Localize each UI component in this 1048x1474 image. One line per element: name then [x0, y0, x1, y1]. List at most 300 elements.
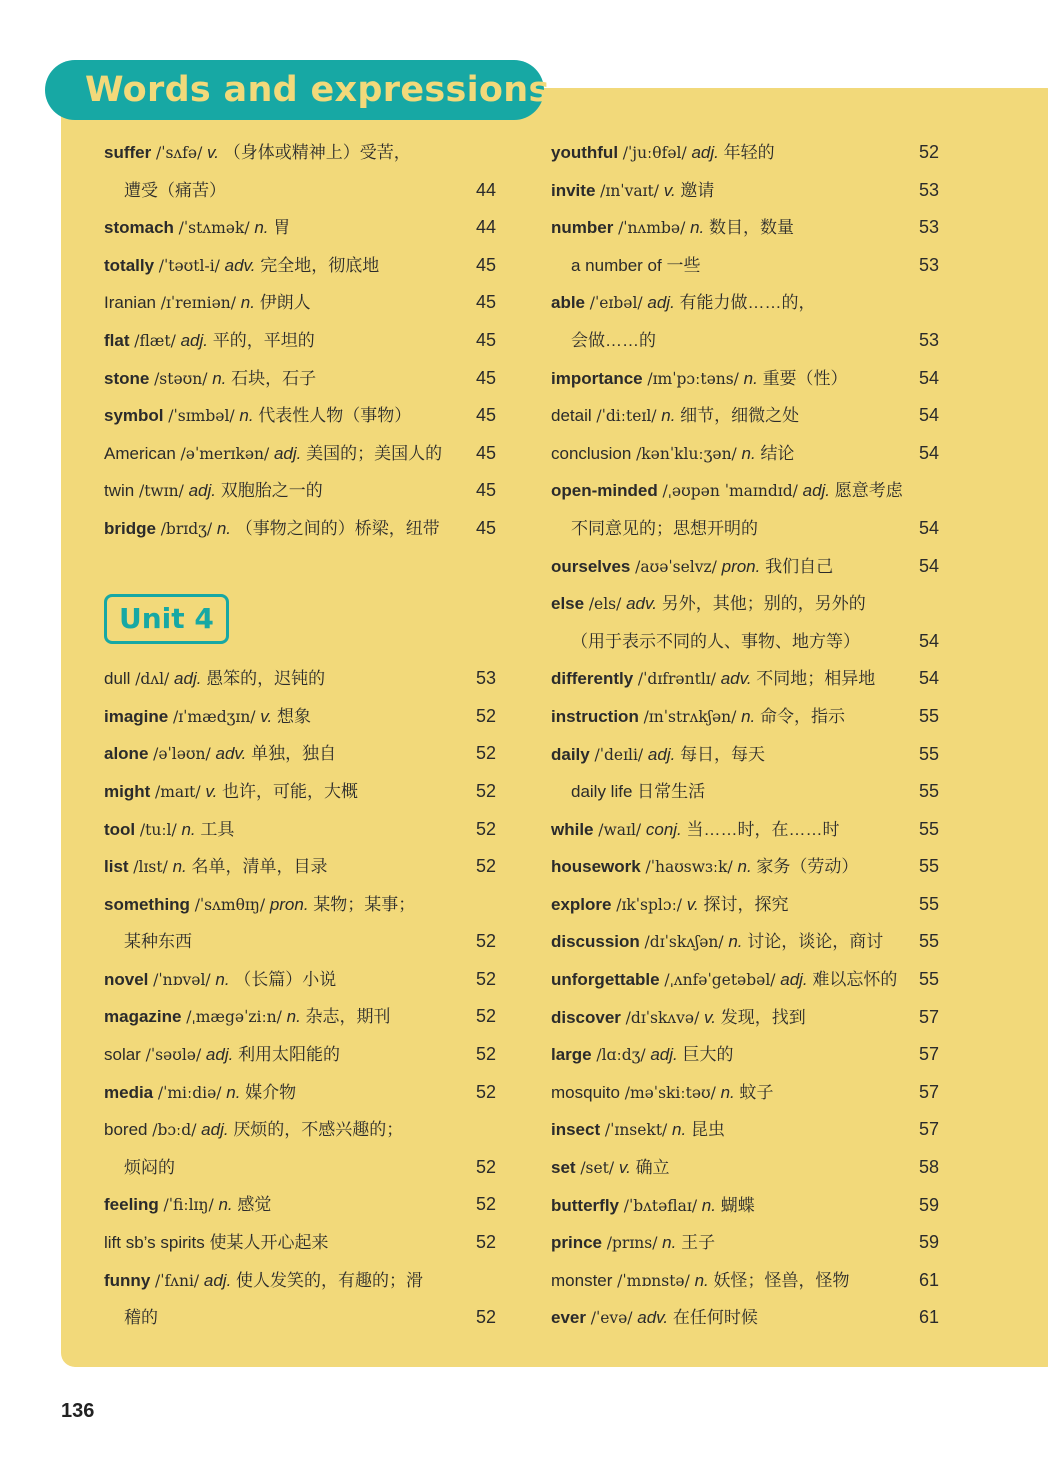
- vocab-word: detail: [551, 406, 592, 426]
- vocab-meaning: 发现，找到: [720, 1007, 806, 1027]
- vocab-part-of-speech: adj.: [174, 669, 202, 689]
- vocab-page-number: 57: [918, 1081, 939, 1102]
- vocab-word: importance: [551, 368, 643, 388]
- vocab-page-number: 55: [918, 818, 939, 839]
- vocab-word: totally: [104, 255, 155, 275]
- vocab-page-number: 52: [475, 1044, 496, 1065]
- vocab-word: able: [551, 293, 586, 313]
- vocab-pronunciation: /ˌəʊpən ˈmaɪndɪd/: [662, 482, 798, 501]
- vocab-page-number: 57: [918, 1006, 939, 1027]
- vocab-entry: [551, 660, 939, 698]
- vocab-page-number: 52: [918, 142, 939, 162]
- vocab-part-of-speech: n.: [215, 969, 230, 989]
- vocab-part-of-speech: v.: [260, 706, 273, 726]
- vocab-entry: [551, 1224, 939, 1262]
- vocab-part-of-speech: n.: [672, 1120, 687, 1140]
- vocab-page-number: 61: [918, 1307, 939, 1328]
- vocab-meaning: 结论: [760, 443, 795, 463]
- vocab-part-of-speech: n.: [212, 368, 227, 388]
- vocab-meaning: 在任何时候: [672, 1308, 758, 1328]
- vocab-meaning: 使某人开心起来: [209, 1233, 329, 1253]
- vocab-entry: [551, 736, 939, 774]
- vocab-part-of-speech: n.: [741, 706, 756, 726]
- vocab-pronunciation: /aʊəˈselvz/: [635, 557, 717, 576]
- vocab-word: bridge: [104, 518, 156, 538]
- vocab-part-of-speech: adj.: [188, 481, 217, 501]
- vocab-pronunciation: /ˈnɒvəl/: [153, 970, 211, 989]
- vocab-pronunciation: /əˈmerɪkən/: [180, 444, 270, 463]
- vocab-entry: [551, 284, 939, 322]
- vocab-meaning: 想象: [276, 706, 311, 726]
- vocab-meaning: 蚊子: [739, 1082, 774, 1102]
- vocab-meaning: 家务（劳动）: [756, 857, 859, 877]
- vocab-pronunciation: /ˈdeɪli/: [594, 745, 644, 764]
- vocab-part-of-speech: adv.: [224, 255, 256, 275]
- vocab-pronunciation: /ˈtəʊtl-i/: [158, 256, 220, 275]
- vocab-pronunciation: /ɪˈreɪniən/: [160, 294, 237, 313]
- word-list-after-unit: [104, 660, 496, 1337]
- vocab-meaning: 讨论，谈论，商讨: [747, 932, 884, 952]
- vocab-word: alone: [104, 744, 149, 764]
- vocab-pronunciation: /twɪn/: [138, 482, 184, 501]
- vocab-word: discover: [551, 1007, 621, 1027]
- vocab-page-number: 45: [475, 442, 496, 463]
- vocab-word: stomach: [104, 218, 174, 238]
- vocab-word: differently: [551, 669, 634, 689]
- vocab-word: magazine: [104, 1007, 182, 1027]
- vocab-page-number: 52: [475, 780, 496, 801]
- vocab-part-of-speech: n.: [226, 1082, 241, 1102]
- vocab-meaning: 另外，其他；别的，另外的: [661, 594, 866, 614]
- vocab-pronunciation: /ˈnʌmbə/: [618, 219, 686, 238]
- vocab-pronunciation: /əˈləʊn/: [153, 745, 211, 764]
- vocab-part-of-speech: adv.: [720, 669, 752, 689]
- vocab-meaning: 一些: [666, 255, 701, 275]
- vocab-part-of-speech: v.: [686, 894, 699, 914]
- vocab-meaning: 昆虫: [690, 1120, 725, 1140]
- vocab-entry: [551, 886, 939, 924]
- vocab-page-number: 52: [475, 705, 496, 726]
- vocab-part-of-speech: n.: [694, 1270, 709, 1290]
- vocab-pronunciation: /tuːl/: [139, 820, 177, 839]
- vocab-meaning: 会做……的: [571, 330, 656, 350]
- unit-heading-row: [104, 585, 496, 660]
- vocab-entry: [104, 472, 496, 510]
- spacer: [104, 548, 496, 586]
- vocab-meaning: 利用太阳能的: [238, 1045, 341, 1065]
- vocab-pronunciation: /ˈbʌtəflaɪ/: [623, 1196, 698, 1215]
- vocab-entry: [551, 773, 939, 811]
- vocab-word: large: [551, 1045, 592, 1065]
- vocab-part-of-speech: n.: [254, 218, 269, 238]
- vocab-pronunciation: /flæt/: [134, 331, 176, 350]
- vocab-meaning: 我们自己: [765, 556, 834, 576]
- vocab-meaning: 某物；某事；: [313, 894, 416, 914]
- vocab-pronunciation: /ˈhaʊswɜːk/: [645, 858, 733, 877]
- vocab-meaning: 美国的；美国人的: [306, 443, 443, 463]
- vocab-meaning: 当……时，在……时: [686, 819, 840, 839]
- vocab-entry: [551, 322, 939, 360]
- vocab-entry: [104, 1224, 496, 1262]
- vocab-pronunciation: /set/: [580, 1159, 615, 1178]
- vocab-word: while: [551, 819, 594, 839]
- vocab-part-of-speech: adj.: [273, 443, 302, 463]
- vocab-word: a number of: [571, 255, 662, 275]
- vocab-pronunciation: /ˈevə/: [590, 1309, 633, 1328]
- vocab-meaning: 巨大的: [682, 1045, 734, 1065]
- vocab-page-number: 45: [475, 292, 496, 313]
- vocab-word: youthful: [551, 143, 619, 162]
- vocab-word: monster: [551, 1270, 613, 1290]
- vocab-word: twin: [104, 481, 135, 501]
- vocab-word: lift sb’s spirits: [104, 1233, 205, 1253]
- vocab-part-of-speech: n.: [181, 819, 196, 839]
- vocab-entry: [104, 660, 496, 698]
- vocab-part-of-speech: n.: [690, 218, 705, 238]
- vocab-page-number: 55: [918, 743, 939, 764]
- vocab-entry: [551, 623, 939, 661]
- vocab-page-number: 54: [918, 630, 939, 651]
- vocab-meaning: 烦闷的: [124, 1157, 175, 1177]
- vocab-entry: [104, 773, 496, 811]
- vocab-part-of-speech: n.: [218, 1195, 233, 1215]
- vocab-word: Iranian: [104, 293, 156, 313]
- vocab-entry: [104, 397, 496, 435]
- vocab-word: open-minded: [551, 481, 658, 501]
- vocab-page-number: 55: [918, 856, 939, 877]
- vocab-page-number: 45: [475, 480, 496, 501]
- vocab-meaning: 完全地，彻底地: [260, 255, 380, 275]
- vocab-pronunciation: /dɪˈskʌvə/: [625, 1008, 700, 1027]
- vocab-pronunciation: /ˈjuːθfəl/: [622, 144, 687, 162]
- vocab-pronunciation: /ˈeɪbəl/: [589, 294, 643, 313]
- vocab-entry: [551, 1111, 939, 1149]
- vocab-pronunciation: /maɪt/: [155, 782, 201, 801]
- vocab-part-of-speech: n.: [741, 443, 756, 463]
- vocab-entry: [551, 435, 939, 473]
- vocab-part-of-speech: v.: [207, 143, 219, 162]
- vocab-pronunciation: /ɪˈmædʒɪn/: [172, 707, 256, 726]
- vocab-pronunciation: /ˈsɪmbəl/: [168, 407, 235, 426]
- vocab-page-number: 44: [475, 217, 496, 238]
- vocab-pronunciation: /ˌmægəˈziːn/: [186, 1008, 282, 1027]
- vocab-word: daily: [551, 744, 590, 764]
- vocab-page-number: 52: [475, 1232, 496, 1253]
- vocab-entry: [104, 1149, 496, 1187]
- vocab-part-of-speech: adj.: [691, 143, 719, 162]
- vocab-word: unforgettable: [551, 970, 660, 990]
- vocab-word: bored: [104, 1120, 148, 1140]
- vocab-part-of-speech: adv.: [626, 594, 657, 614]
- vocab-meaning: 愚笨的，迟钝的: [206, 669, 326, 689]
- vocab-meaning: 不同意见的；思想开明的: [571, 518, 758, 538]
- vocab-page-number: 55: [918, 781, 939, 802]
- vocab-page-number: 44: [475, 179, 496, 200]
- vocab-part-of-speech: n.: [216, 518, 232, 538]
- page-title: Words and expressions: [85, 70, 550, 110]
- vocab-pronunciation: /bɔːd/: [152, 1121, 197, 1140]
- page-number: 136: [61, 1400, 95, 1422]
- vocab-word: stone: [104, 368, 150, 388]
- vocab-entry: [104, 322, 496, 360]
- vocab-word: suffer: [104, 143, 152, 162]
- vocab-entry: [104, 923, 496, 961]
- vocab-page-number: 54: [918, 555, 939, 576]
- vocab-page-number: 54: [918, 517, 939, 538]
- vocab-word: housework: [551, 857, 641, 877]
- vocab-meaning: 愿意考虑: [834, 481, 903, 501]
- vocab-part-of-speech: n.: [701, 1195, 716, 1215]
- vocab-part-of-speech: n.: [172, 857, 187, 877]
- unit-heading: Unit 4: [104, 594, 229, 644]
- vocab-word: something: [104, 894, 190, 914]
- vocab-part-of-speech: conj.: [645, 819, 682, 839]
- vocab-page-number: 53: [918, 217, 939, 238]
- vocab-entry: [104, 1111, 496, 1149]
- vocab-part-of-speech: adj.: [203, 1270, 232, 1290]
- vocab-page-number: 55: [918, 931, 939, 952]
- vocab-entry: [551, 548, 939, 586]
- vocab-page-number: 57: [918, 1119, 939, 1140]
- vocab-page-number: 45: [475, 517, 496, 538]
- vocab-page-number: 61: [918, 1269, 939, 1290]
- vocab-word: mosquito: [551, 1082, 620, 1102]
- vocab-word: solar: [104, 1045, 141, 1065]
- vocab-page-number: 55: [918, 893, 939, 914]
- vocab-word: list: [104, 857, 129, 877]
- vocab-meaning: （长篇）小说: [234, 969, 337, 989]
- vocab-page-number: 53: [918, 179, 939, 200]
- vocab-word: number: [551, 218, 614, 238]
- vocab-part-of-speech: adj.: [650, 1045, 678, 1065]
- vocab-entry: [104, 510, 496, 548]
- vocab-page-number: 55: [918, 705, 939, 726]
- vocab-page-number: 45: [475, 405, 496, 426]
- vocab-pronunciation: /ˈfiːlɪŋ/: [163, 1196, 214, 1215]
- vocab-pronunciation: /lɑːdʒ/: [596, 1046, 646, 1065]
- vocab-entry: [551, 585, 939, 623]
- vocab-pronunciation: /dɪˈskʌʃən/: [644, 933, 724, 952]
- vocab-word: daily life: [571, 782, 633, 802]
- vocab-entry: [104, 435, 496, 473]
- vocab-meaning: 每日，每天: [680, 744, 766, 764]
- vocab-meaning: 有能力做……的，: [679, 293, 816, 313]
- vocab-entry: [104, 247, 496, 285]
- vocab-entry: [551, 397, 939, 435]
- vocab-page-number: 54: [918, 405, 939, 426]
- vocab-entry: [104, 1299, 496, 1337]
- vocab-page-number: 52: [475, 1307, 496, 1328]
- vocab-part-of-speech: n.: [662, 1233, 677, 1253]
- vocab-entry: [104, 209, 496, 247]
- vocab-page-number: 52: [475, 1081, 496, 1102]
- vocab-meaning: 蝴蝶: [720, 1195, 755, 1215]
- vocab-pronunciation: /stəʊn/: [154, 369, 208, 388]
- vocab-pronunciation: /ˈɪnsekt/: [604, 1121, 668, 1140]
- left-column: [104, 134, 496, 1337]
- vocab-pronunciation: /ɪmˈpɔːtəns/: [647, 369, 739, 388]
- vocab-word: tool: [104, 819, 136, 839]
- vocab-page-number: 54: [918, 442, 939, 463]
- vocab-part-of-speech: n.: [728, 932, 743, 952]
- vocab-word: novel: [104, 969, 149, 989]
- vocab-word: might: [104, 781, 151, 801]
- vocab-part-of-speech: n.: [239, 406, 254, 426]
- vocab-meaning: 也许，可能，大概: [222, 781, 359, 801]
- vocab-entry: [104, 735, 496, 773]
- vocab-pronunciation: /ˈdiːteɪl/: [596, 407, 657, 426]
- vocab-pronunciation: /ɪnˈstrʌkʃən/: [643, 707, 737, 726]
- vocab-word: ourselves: [551, 556, 631, 576]
- vocab-entry: [551, 1187, 939, 1225]
- vocab-entry: [551, 1074, 939, 1112]
- vocab-entry: [551, 1149, 939, 1187]
- vocab-pronunciation: /ɪnˈvaɪt/: [600, 181, 659, 200]
- vocab-meaning: （用于表示不同的人、事物、地方等）: [571, 631, 860, 651]
- vocab-page-number: 54: [918, 367, 939, 388]
- vocab-meaning: （事物之间的）桥梁，纽带: [235, 518, 440, 538]
- vocab-pronunciation: /els/: [588, 595, 622, 614]
- vocab-meaning: 某种东西: [124, 932, 192, 952]
- vocab-part-of-speech: adv.: [637, 1308, 669, 1328]
- vocab-part-of-speech: adj.: [802, 481, 831, 501]
- vocab-part-of-speech: n.: [240, 293, 255, 313]
- vocab-page-number: 53: [475, 668, 496, 689]
- vocab-word: instruction: [551, 706, 639, 726]
- vocab-entry: [551, 1299, 939, 1337]
- vocab-page-number: 55: [918, 969, 939, 990]
- vocab-entry: [104, 360, 496, 398]
- vocab-part-of-speech: n.: [661, 406, 676, 426]
- vocab-part-of-speech: v.: [663, 180, 676, 200]
- vocab-pronunciation: /kənˈkluːʒən/: [636, 444, 737, 463]
- vocab-pronunciation: /ɪkˈsplɔː/: [616, 895, 683, 914]
- vocab-entry: [104, 1036, 496, 1074]
- vocab-meaning: 平的，平坦的: [212, 330, 315, 350]
- vocab-page-number: 53: [918, 329, 939, 350]
- vocab-entry: [551, 698, 939, 736]
- vocab-entry: [551, 999, 939, 1037]
- vocab-word: flat: [104, 330, 130, 350]
- vocab-page-number: 52: [475, 931, 496, 952]
- vocab-meaning: 单独，独自: [251, 744, 337, 764]
- vocab-part-of-speech: n.: [720, 1082, 735, 1102]
- vocab-word: else: [551, 594, 585, 614]
- vocab-entry: [551, 172, 939, 210]
- vocab-meaning: 确立: [635, 1158, 670, 1178]
- vocab-entry: [551, 811, 939, 849]
- vocab-entry: [551, 848, 939, 886]
- vocab-word: American: [104, 443, 176, 463]
- vocab-pronunciation: /brɪdʒ/: [160, 519, 213, 538]
- vocab-word: funny: [104, 1270, 151, 1290]
- vocab-entry: [104, 1262, 496, 1300]
- vocab-pronunciation: /prɪns/: [606, 1234, 658, 1253]
- vocab-page-number: 52: [475, 1156, 496, 1177]
- vocab-word: insect: [551, 1120, 601, 1140]
- vocab-page-number: 54: [918, 668, 939, 689]
- vocab-part-of-speech: pron.: [721, 556, 761, 576]
- vocab-meaning: 不同地；相异地: [756, 669, 876, 689]
- vocab-meaning: 使人发笑的，有趣的；滑: [236, 1270, 424, 1290]
- vocab-meaning: 感觉: [237, 1195, 272, 1215]
- vocab-meaning: 命令，指示: [760, 706, 845, 726]
- vocab-meaning: 厌烦的，不感兴趣的；: [233, 1120, 404, 1140]
- vocab-meaning: 邀请: [680, 180, 715, 200]
- vocab-meaning: 细节，细微之处: [680, 406, 800, 426]
- vocab-entry: [551, 472, 939, 510]
- word-list-right: [551, 134, 939, 1337]
- vocab-entry: [551, 961, 939, 999]
- vocab-meaning: 王子: [681, 1233, 716, 1253]
- vocab-part-of-speech: pron.: [269, 894, 309, 914]
- vocab-meaning: 双胞胎之一的: [220, 481, 323, 501]
- vocab-meaning: 代表性人物（事物）: [258, 406, 412, 426]
- vocab-part-of-speech: adj.: [205, 1045, 234, 1065]
- vocab-page-number: 52: [475, 968, 496, 989]
- vocab-meaning: 胃: [273, 218, 291, 238]
- vocab-entry: [104, 998, 496, 1036]
- word-list-before-unit: [104, 134, 496, 548]
- vocab-part-of-speech: adj.: [647, 744, 676, 764]
- vocab-meaning: 年轻的: [723, 143, 775, 162]
- vocab-entry: [551, 1036, 939, 1074]
- vocab-part-of-speech: adj.: [647, 293, 675, 313]
- vocab-page-number: 52: [475, 1194, 496, 1215]
- vocab-entry: [551, 247, 939, 285]
- vocab-word: media: [104, 1082, 154, 1102]
- vocab-entry: [104, 1074, 496, 1112]
- vocab-meaning: 数目，数量: [708, 218, 794, 238]
- vocab-page-number: 45: [475, 329, 496, 350]
- vocab-pronunciation: /ˈmɒnstə/: [617, 1271, 690, 1290]
- vocab-pronunciation: /ˈsəʊlə/: [145, 1046, 202, 1065]
- vocab-meaning: 遭受（痛苦）: [124, 180, 226, 200]
- vocab-meaning: 稽的: [124, 1308, 158, 1328]
- vocab-part-of-speech: adj.: [180, 330, 208, 350]
- vocab-page-number: 45: [475, 254, 496, 275]
- vocab-meaning: 日常生活: [637, 782, 706, 802]
- vocab-meaning: 工具: [200, 819, 235, 839]
- vocab-word: invite: [551, 180, 596, 200]
- vocab-entry: [551, 209, 939, 247]
- vocab-pronunciation: /ˈmiːdiə/: [157, 1083, 222, 1102]
- vocab-part-of-speech: v.: [704, 1007, 716, 1027]
- vocab-entry: [104, 886, 496, 924]
- vocab-entry: [104, 811, 496, 849]
- vocab-entry: [104, 1186, 496, 1224]
- vocab-pronunciation: /ˈsʌfə/: [155, 144, 203, 162]
- vocab-entry: [104, 284, 496, 322]
- vocab-page-number: 59: [918, 1194, 939, 1215]
- vocab-part-of-speech: adj.: [780, 970, 808, 990]
- vocab-page-number: 45: [475, 367, 496, 388]
- vocab-meaning: 探讨，探究: [703, 894, 789, 914]
- vocab-word: symbol: [104, 406, 164, 426]
- vocab-pronunciation: /ˈstʌmək/: [178, 219, 250, 238]
- vocab-meaning: 妖怪；怪兽，怪物: [713, 1270, 850, 1290]
- vocab-page-number: 52: [475, 1006, 496, 1027]
- vocab-word: set: [551, 1158, 576, 1178]
- vocab-page-number: 57: [918, 1044, 939, 1065]
- vocab-word: conclusion: [551, 443, 632, 463]
- vocab-pronunciation: /dʌl/: [135, 670, 170, 689]
- vocab-word: ever: [551, 1308, 586, 1328]
- vocab-part-of-speech: adv.: [215, 744, 247, 764]
- right-column: [551, 134, 939, 1337]
- vocab-word: discussion: [551, 932, 640, 952]
- vocab-meaning: 媒介物: [245, 1082, 297, 1102]
